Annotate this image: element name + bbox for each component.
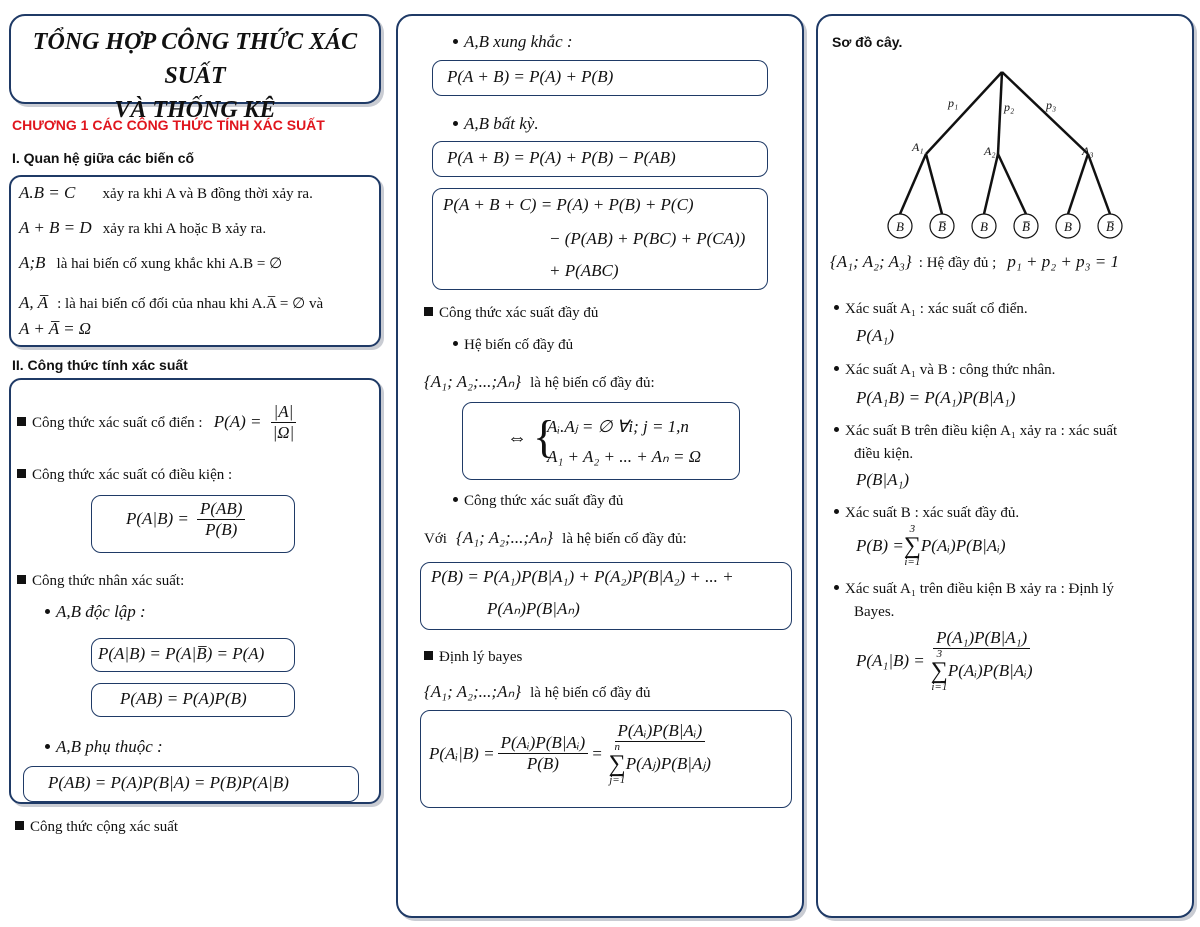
tree-bullet-5 — [834, 578, 1114, 598]
tree-label-a2: A₂ — [984, 144, 996, 158]
system-def-row — [424, 372, 655, 392]
tree-bullet-5-text-1: Xác suất A₁ trên điều kiện B xảy ra : Định lý — [845, 581, 1114, 597]
classic-row — [17, 402, 300, 443]
system-condition-box — [462, 402, 740, 480]
relations-panel — [9, 175, 381, 347]
relation-math-2: A + B = D — [19, 218, 92, 237]
chapter-heading: CHƯƠNG 1 CÁC CÔNG THỨC TÍNH XÁC SUẤT — [12, 117, 325, 133]
three-events-line-2: − (P(AB) + P(BC) + P(CA)) — [549, 229, 746, 248]
tree-label-a3: A₃ — [1082, 144, 1094, 158]
dot-bullet-icon — [45, 609, 50, 614]
relation-math-1: A.B = C — [19, 183, 76, 202]
bayes-def-row — [424, 682, 651, 702]
total-prob-line-1: P(B) = P(A₁)P(B|A₁) + P(A₂)P(B|A₂) + ... + — [431, 567, 734, 586]
tree-system-sum: p₁ + p₂ + p₃ = 1 — [1007, 252, 1120, 271]
tree-bullet-1-formula: P(A₁) — [856, 326, 895, 345]
dot-bullet-icon — [453, 341, 458, 346]
tree-leaf-2: B̅ — [938, 219, 946, 234]
tree-leaf-1: B — [896, 219, 904, 234]
relation-row-4 — [19, 293, 323, 313]
dot-bullet-icon — [453, 497, 458, 502]
square-bullet-icon — [17, 417, 26, 426]
bayes-sum-top: n — [614, 741, 620, 753]
tree-bullet-4 — [834, 502, 1019, 522]
exclusive-formula-box — [432, 60, 768, 96]
any-formula-box — [432, 141, 768, 177]
full-prob-label: Công thức xác suất đầy đủ — [439, 305, 599, 321]
relation-math-5: A + A̅ = Ω — [19, 319, 92, 338]
tree-leaf-5: B — [1064, 219, 1072, 234]
independent-formula-1: P(A|B) = P(A|B̅) = P(A) — [98, 644, 265, 663]
tree-bullet-4-lhs: P(B) = — [856, 536, 904, 555]
dot-bullet-icon — [834, 585, 839, 590]
three-events-line-1: P(A + B + C) = P(A) + P(B) + P(C) — [443, 195, 694, 214]
section-heading-formulas: II. Công thức tính xác suất — [12, 357, 188, 373]
bayes-def-math: {A₁; A₂;...;Aₙ} — [424, 682, 522, 701]
multiplication-label: Công thức nhân xác suất: — [32, 573, 185, 589]
relation-text-2: xảy ra khi A hoặc B xảy ra. — [102, 221, 267, 237]
title-line-2: VÀ THỐNG KÊ — [114, 97, 276, 123]
tree-bullet-2 — [834, 359, 1055, 379]
total-prob-line-2: P(Aₙ)P(B|Aₙ) — [487, 599, 580, 618]
any-label: A,B bất kỳ. — [464, 114, 539, 133]
tree-bullet-4-rhs: P(Aᵢ)P(B|Aᵢ) — [920, 536, 1006, 555]
bayes-label: Định lý bayes — [439, 649, 523, 665]
tree-title: Sơ đồ cây. — [832, 34, 903, 50]
bayes-fraction-1 — [498, 733, 589, 774]
bayes-sum-bottom: j=1 — [609, 774, 626, 786]
relation-row-5 — [19, 319, 91, 339]
tree-bullet-4-sum-top: 3 — [909, 523, 916, 535]
tree-leaf-4: B̅ — [1022, 219, 1030, 234]
tree-bullet-1 — [834, 298, 1028, 318]
total-prob-box — [420, 562, 792, 630]
section-heading-relations: I. Quan hệ giữa các biến cố — [12, 150, 195, 166]
tree-bullet-2-formula: P(A₁B) = P(A₁)P(B|A₁) — [856, 388, 1016, 407]
exclusive-row — [453, 32, 573, 52]
tree-bullet-5-text-2: Bayes. — [854, 604, 895, 620]
bayes-fraction-2 — [606, 721, 714, 786]
three-events-line-3: + P(ABC) — [549, 261, 619, 280]
tree-bullet-3-text-2: điều kiện. — [854, 446, 914, 462]
independent-formula-box-1 — [91, 638, 295, 672]
with-text-2: là hệ biến cố đầy đủ: — [562, 531, 687, 547]
tree-label-p1: p₁ — [948, 96, 959, 110]
classic-lhs: P(A) = — [213, 412, 262, 431]
tree-bullet-4-formula — [856, 524, 1006, 568]
exclusive-formula: P(A + B) = P(A) + P(B) — [447, 67, 614, 86]
system-def-math: {A₁; A₂;...;Aₙ} — [424, 372, 522, 391]
addition-panel — [396, 14, 804, 918]
square-bullet-icon — [424, 307, 433, 316]
square-bullet-icon — [424, 651, 433, 660]
document-title — [11, 25, 379, 127]
probability-tree-diagram — [878, 68, 1138, 248]
tree-label-a1: A₁ — [912, 140, 924, 154]
tree-bullet-5-lhs: P(A₁|B) = — [856, 650, 925, 670]
tree-leaf-6: B̅ — [1106, 219, 1114, 234]
bayes-denominator-2: P(Aⱼ)P(B|Aⱼ) — [625, 754, 711, 773]
full-prob-label-2: Công thức xác suất đầy đủ — [464, 493, 624, 509]
tree-bullet-5-fraction — [928, 628, 1036, 693]
title-panel — [9, 14, 381, 123]
square-bullet-icon — [15, 821, 24, 830]
tree-bullet-3 — [834, 420, 1117, 440]
classic-fraction — [270, 402, 298, 443]
independent-row — [45, 602, 146, 622]
dot-bullet-icon — [453, 39, 458, 44]
bayes-numerator-1: P(Aᵢ)P(B|Aᵢ) — [498, 733, 589, 754]
dependent-formula-box — [23, 766, 359, 802]
addition-label: Công thức cộng xác suất — [30, 819, 179, 835]
bayes-numerator-2: P(Aᵢ)P(B|Aᵢ) — [615, 721, 706, 742]
tree-bullet-5-numerator: P(A₁)P(B|A₁) — [933, 628, 1030, 649]
tree-system-text: : Hệ đầy đủ ; — [918, 255, 997, 271]
dot-bullet-icon — [834, 305, 839, 310]
brace-icon: { — [533, 411, 556, 462]
system-condition-2: A₁ + A₂ + ... + Aₙ = Ω — [547, 447, 702, 466]
conditional-denominator: P(B) — [205, 520, 238, 539]
conditional-lhs: P(A|B) = — [126, 509, 189, 528]
dependent-formula: P(AB) = P(A)P(B|A) = P(B)P(A|B) — [48, 773, 289, 792]
tree-bullet-5-sum-top: 3 — [936, 648, 943, 660]
with-math: {A₁; A₂;...;Aₙ} — [456, 528, 554, 547]
system-arrow: ⇔ — [507, 427, 527, 449]
bayes-equals: = — [591, 743, 603, 763]
tree-system-math: {A₁; A₂; A₃} — [830, 252, 912, 271]
sum-icon: n ∑ j=1 — [608, 741, 626, 786]
conditional-row — [17, 464, 232, 484]
dependent-label: A,B phụ thuộc : — [56, 737, 163, 756]
system-def-text: là hệ biến cố đầy đủ: — [530, 375, 655, 391]
tree-bullet-2-text: Xác suất A₁ và B : công thức nhân. — [845, 362, 1056, 378]
tree-bullet-4-text: Xác suất B : xác suất đầy đủ. — [845, 505, 1020, 521]
full-prob-row — [424, 302, 598, 322]
tree-label-p2: p₂ — [1004, 100, 1015, 114]
sum-icon: 3 ∑ i=1 — [903, 523, 921, 568]
bayes-formula-box — [420, 710, 792, 808]
tree-bullet-3-text-1: Xác suất B trên điều kiện A₁ xảy ra : xác suất — [845, 423, 1118, 439]
relation-row-1 — [19, 183, 313, 203]
tree-bullet-4-sum-bottom: i=1 — [904, 556, 921, 568]
exclusive-label: A,B xung khắc : — [464, 32, 573, 51]
relation-row-2 — [19, 218, 266, 238]
conditional-fraction — [197, 499, 245, 540]
tree-bullet-5-denominator: P(Aᵢ)P(B|Aᵢ) — [947, 661, 1033, 680]
independent-label: A,B độc lập : — [56, 602, 146, 621]
dot-bullet-icon — [834, 427, 839, 432]
bayes-lhs: P(Aᵢ|B) = — [429, 743, 495, 763]
full-prob-row-2 — [453, 490, 623, 510]
system-label: Hệ biến cố đầy đủ — [464, 337, 574, 353]
with-text: Với — [424, 531, 447, 547]
relation-math-3: A;B — [19, 253, 46, 272]
dot-bullet-icon — [45, 744, 50, 749]
sum-icon: 3 ∑ i=1 — [930, 648, 948, 693]
addition-row — [15, 816, 178, 836]
square-bullet-icon — [17, 575, 26, 584]
dependent-row — [45, 737, 163, 757]
independent-formula-box-2 — [91, 683, 295, 717]
tree-bullet-5-sum-bottom: i=1 — [931, 681, 948, 693]
classic-label: Công thức xác suất cổ điển : — [32, 415, 203, 431]
formulas-panel — [9, 378, 381, 804]
relation-text-4: : là hai biến cố đối của nhau khi A.A̅ = ∅ và — [57, 296, 324, 312]
system-row — [453, 334, 573, 354]
relation-math-4: A, A̅ — [19, 293, 48, 312]
multiplication-row — [17, 570, 184, 590]
square-bullet-icon — [17, 469, 26, 478]
title-line-1: TỔNG HỢP CÔNG THỨC XÁC SUẤT — [32, 29, 358, 89]
any-formula: P(A + B) = P(A) + P(B) − P(AB) — [447, 148, 676, 167]
classic-denominator: |Ω| — [272, 423, 295, 442]
bayes-row — [424, 646, 522, 666]
tree-bullet-1-text: Xác suất A₁ : xác suất cổ điển. — [845, 301, 1028, 317]
system-condition-1: Aᵢ.Aⱼ = ∅ ∀i; j = 1,n — [547, 417, 689, 436]
relation-row-3 — [19, 253, 282, 273]
dot-bullet-icon — [453, 121, 458, 126]
relation-text-3: là hai biến cố xung khắc khi A.B = ∅ — [56, 256, 283, 272]
independent-formula-2: P(AB) = P(A)P(B) — [120, 689, 247, 708]
relation-text-1: xảy ra khi A và B đồng thời xảy ra. — [102, 186, 313, 202]
tree-bullet-5-formula — [856, 628, 1039, 693]
classic-numerator: |A| — [271, 402, 297, 423]
tree-label-p3: p₃ — [1046, 98, 1057, 112]
dot-bullet-icon — [834, 366, 839, 371]
tree-panel — [816, 14, 1194, 918]
three-events-box — [432, 188, 768, 290]
conditional-numerator: P(AB) — [197, 499, 245, 520]
dot-bullet-icon — [834, 509, 839, 514]
bayes-def-text: là hệ biến cố đầy đủ — [530, 685, 651, 701]
any-row — [453, 114, 539, 134]
conditional-formula-box — [91, 495, 295, 553]
tree-bullet-3-formula: P(B|A₁) — [856, 470, 910, 489]
bayes-denominator-1: P(B) — [526, 754, 559, 773]
conditional-label: Công thức xác suất có điều kiện : — [32, 467, 233, 483]
tree-system-row — [830, 252, 1119, 272]
with-row — [424, 528, 687, 548]
tree-leaf-3: B — [980, 219, 988, 234]
